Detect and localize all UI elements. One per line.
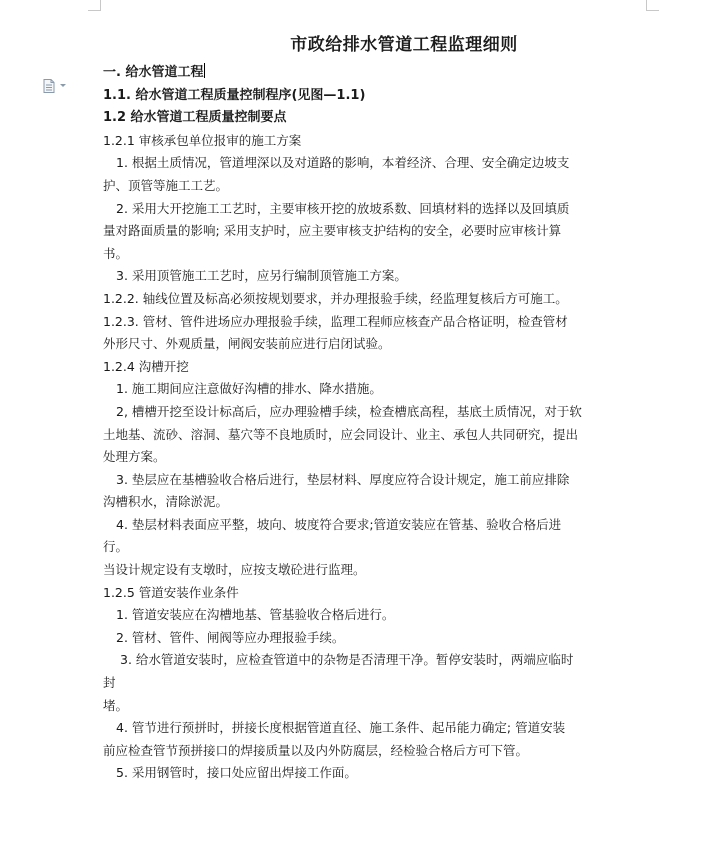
paragraph-line [103, 717, 635, 740]
line-text: 2. 采用大开挖施工工艺时，主要审核开挖的放坡系数、回填材料的选择以及回填质 [116, 200, 570, 216]
paragraph-line [103, 514, 635, 537]
paragraph-line [103, 649, 635, 672]
line-text: 1.2.3. 管材、管件进场应办理报验手续，监理工程师应核查产品合格证明，检查管材 [103, 313, 568, 329]
paragraph-line [103, 175, 635, 198]
line-text: 书。 [103, 245, 129, 261]
paragraph-line [103, 627, 635, 650]
paragraph-line [103, 446, 635, 469]
line-text: 土地基、流砂、溶洞、墓穴等不良地质时，应会同设计、业主、承包人共同研究，提出 [103, 426, 579, 442]
line-text: 1. 根据土质情况，管道埋深以及对道路的影响，本着经济、合理、安全确定边坡支 [116, 155, 570, 171]
line-text: 外形尺寸、外观质量，闸阀安装前应进行启闭试验。 [103, 336, 391, 352]
paragraph-line [103, 491, 635, 514]
line-text: 处理方案。 [103, 449, 166, 465]
line-text: 1. 管道安装应在沟槽地基、管基验收合格后进行。 [116, 607, 395, 623]
line-text: 1.1. 给水管道工程质量控制程序(见图—1.1) [103, 87, 366, 103]
line-text: 2. 管材、管件、闸阀等应办理报验手续。 [116, 629, 345, 645]
line-text: 4. 管节进行预拼时，拼接长度根据管道直径、施工条件、起吊能力确定; 管道安装 [116, 720, 566, 736]
line-text: 2, 槽槽开挖至设计标高后，应办理验槽手续，检查槽底高程，基底土质情况，对于软 [116, 403, 582, 419]
paragraph-line [103, 469, 635, 492]
paragraph-line [103, 762, 635, 785]
paragraph-line [103, 559, 635, 582]
line-text: 1.2.1 审核承包单位报审的施工方案 [103, 132, 302, 148]
paragraph-line [103, 401, 635, 424]
section-heading [103, 85, 635, 108]
line-text: 1.2.5 管道安装作业条件 [103, 584, 239, 600]
paragraph-line [103, 604, 635, 627]
document-title: 市政给排水管道工程监理细则 [290, 35, 518, 55]
paragraph-line [103, 740, 635, 763]
line-text: 封 [103, 675, 116, 691]
line-text: 1.2.2. 轴线位置及标高必须按规划要求，并办理报验手续，经监理复核后方可施工。 [103, 290, 568, 306]
paragraph-line [103, 333, 635, 356]
paragraph-line [103, 378, 635, 401]
paragraph-line [103, 582, 635, 605]
paragraph-line [103, 672, 635, 695]
line-text: 3. 给水管道安装时，应检查管道中的杂物是否清理干净。暂停安装时，两端应临时 [120, 652, 574, 668]
line-text: 3. 垫层应在基槽验收合格后进行，垫层材料、厚度应符合设计规定，施工前应排除 [116, 471, 570, 487]
line-text: 量对路面质量的影响; 采用支护时，应主要审核支护结构的安全，必要时应审核计算 [103, 223, 562, 239]
paragraph-line [103, 536, 635, 559]
line-text: 1.2 给水管道工程质量控制要点 [103, 110, 287, 126]
line-text: 前应检查管节预拼接口的焊接质量以及内外防腐层，经检验合格后方可下管。 [103, 742, 529, 758]
paragraph-line [103, 265, 635, 288]
line-text: 行。 [103, 539, 129, 555]
section-heading [103, 107, 635, 130]
line-text: 5. 采用钢管时，接口处应留出焊接工作面。 [116, 765, 357, 781]
page-corner-mark-left [88, 0, 101, 11]
page-corner-mark-right [646, 0, 659, 11]
line-text: 沟槽积水，清除淤泥。 [103, 494, 229, 510]
line-text: 1. 施工期间应注意做好沟槽的排水、降水措施。 [116, 381, 382, 397]
line-text: 当设计规定设有支墩时，应按支墩砼进行监理。 [103, 562, 366, 578]
line-text: 堵。 [103, 697, 129, 713]
paragraph-line [103, 130, 635, 153]
text-cursor [204, 63, 205, 78]
paragraph-line [103, 288, 635, 311]
paragraph-line [103, 356, 635, 379]
line-text: 3. 采用顶管施工工艺时，应另行编制顶管施工方案。 [116, 268, 407, 284]
paragraph-line [103, 198, 635, 221]
document-body[interactable] [103, 22, 635, 785]
line-text: 一. 给水管道工程 [103, 65, 204, 80]
paragraph-line [103, 243, 635, 266]
paragraph-line [103, 424, 635, 447]
line-text: 护、顶管等施工工艺。 [103, 177, 229, 193]
document-lines [103, 62, 635, 785]
section-heading [103, 62, 635, 85]
paragraph-line [103, 311, 635, 334]
document-dropdown-icon[interactable] [42, 79, 68, 93]
line-text: 1.2.4 沟槽开挖 [103, 358, 189, 374]
paragraph-line [103, 220, 635, 243]
paragraph-line [103, 152, 635, 175]
line-text: 4. 垫层材料表面应平整，坡向、坡度符合要求;管道安装应在管基、验收合格后进 [116, 516, 562, 532]
paragraph-line [103, 695, 635, 718]
